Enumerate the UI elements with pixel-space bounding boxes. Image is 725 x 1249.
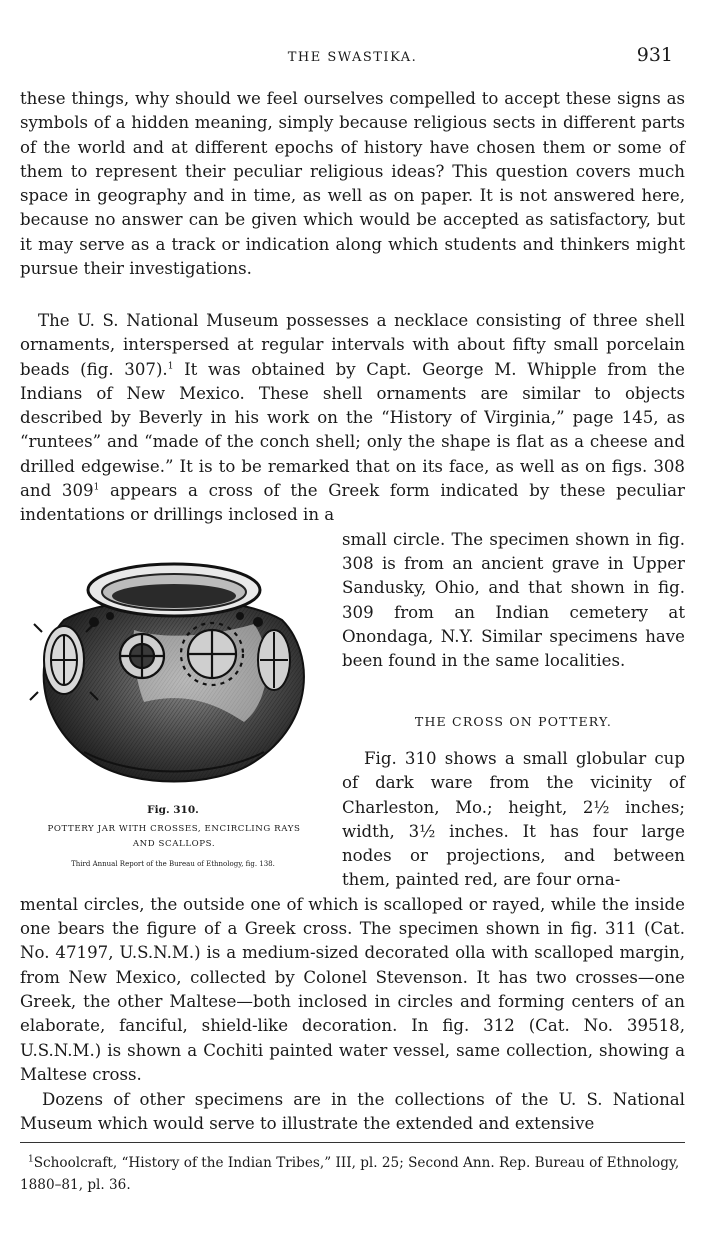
footnote-ref-1: 1 [167, 361, 174, 372]
section-heading: THE CROSS ON POTTERY. [414, 714, 613, 729]
paragraph-2-wide [20, 309, 685, 528]
figure-source: Third Annual Report of the Bureau of Ethnology, fig. 138. [71, 860, 275, 868]
paragraph-3 [20, 747, 685, 1087]
footnote-text: Schoolcraft, “History of the Indian Tribes,” III, pl. 25; Second Ann. Rep. Bureau of Ethnology, 1880–81, pl. 36. [20, 1155, 680, 1193]
figure-label: Fig. 310. [147, 804, 199, 816]
paragraph-2-text-c: appears a cross of the Greek form indicated by these peculiar indentations or drillings inclosed in a [20, 481, 685, 525]
figure-caption-line-1: POTTERY JAR WITH CROSSES, ENCIRCLING RAYS [47, 824, 301, 834]
paragraph-2-text-b: It was obtained by Capt. George M. Whipple from the Indians of New Mexico. These shell ornaments are similar to objects described by Beverly in his work on the “History of Virginia,” page 145, as “runtees” and “made of the conch shell; only the shape is flat as a cheese and drilled edgewise.” It is to be remarked that on its face, as well as on figs. 308 and 309 [20, 359, 685, 501]
figure-caption-line-2: AND SCALLOPS. [132, 839, 216, 849]
paragraph-4: Dozens of other specimens are in the collections of the U. S. National Museum which would serve to illustrate the extended and extensive [20, 1090, 685, 1134]
footnote-divider [20, 1142, 685, 1143]
paragraph-1: these things, why should we feel ourselves compelled to accept these signs as symbols of a hidden meaning, simply because religious sects in different parts of the world and at different epochs of history have chosen them or some of them to represent their peculiar religious ideas? This question covers much space in geography and in time, as well as on paper. It is not answered here, because no answer can be given which would be accepted as satisfactory, but it may serve as a track or indication along which students and thinkers might pursue their investigations. [20, 89, 685, 279]
footnote-mark: 1 [28, 1154, 34, 1165]
footnote-ref-2: 1 [93, 482, 100, 493]
paragraph-3-narrow: Fig. 310 shows a small globular cup of dark ware from the vicinity of Charleston, Mo.; height, 2½ inches; width, 3½ inches. It has four large nodes or projections, and between them, painted red, are four orna- [342, 749, 685, 890]
running-title: THE SWASTIKA. [287, 50, 418, 65]
page-number: 931 [636, 44, 673, 66]
paragraph-2-text-a: The U. S. National Museum possesses a necklace consisting of three shell ornaments, interspersed at regular intervals with about fifty small porcelain beads (fig. 307). [20, 311, 685, 379]
paragraph-2-narrow: small circle. The specimen shown in fig. 308 is from an ancient grave in Upper Sandusky, Ohio, and that shown in fig. 309 from an Indian cemetery at Onondaga, N.Y. Similar specimens have been found in the same localities. [342, 529, 685, 671]
paragraph-3-wide: mental circles, the outside one of which is scalloped or rayed, while the inside one bears the figure of a Greek cross. The specimen shown in fig. 311 (Cat. No. 47197, U.S.N.M.) is a medium-sized decorated olla with scalloped margin, from New Mexico, collected by Colonel Stevenson. It has two crosses—one Greek, the other Maltese—both inclosed in circles and forming centers of an elaborate, fanciful, shield-like decoration. In fig. 312 (Cat. No. 39518, U.S.N.M.) is shown a Cochiti painted water vessel, same collection, showing a Maltese cross. [20, 894, 685, 1084]
footnote [20, 1152, 685, 1196]
page-header [20, 44, 685, 72]
